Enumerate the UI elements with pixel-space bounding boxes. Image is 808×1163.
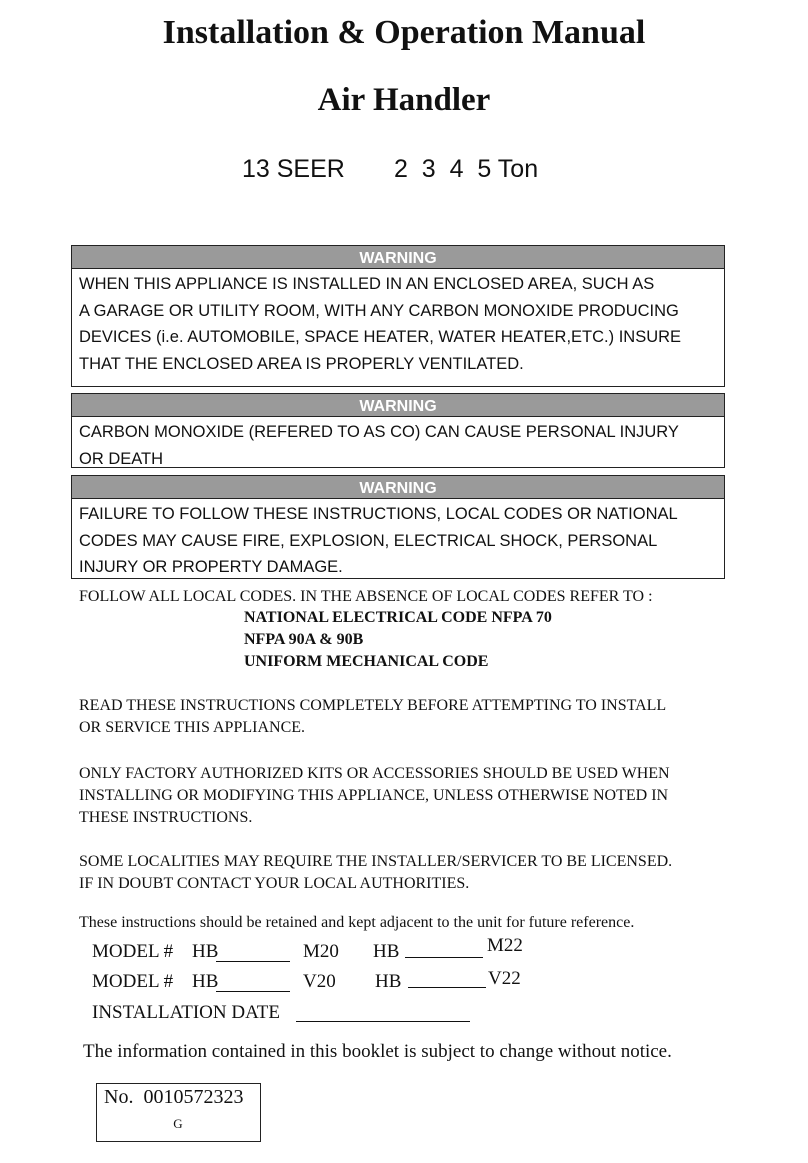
document-title: Installation & Operation Manual [162,14,646,51]
warning-heading: WARNING [72,476,724,499]
model-prefix: HB [192,941,219,962]
document-subtitle: Air Handler [317,82,491,118]
paragraph-line: READ THESE INSTRUCTIONS COMPLETELY BEFORE ATTEMPTING TO INSTALL [79,697,667,714]
warning-heading: WARNING [72,394,724,417]
document-number: No. 0010572323 [104,1086,244,1108]
model-suffix: M20 [303,941,339,962]
retain-note: These instructions should be retained and kept adjacent to the unit for future reference. [79,914,635,931]
warning-line: INJURY OR PROPERTY DAMAGE. [79,558,343,576]
warning-box-carbon-monoxide [71,393,725,468]
installation-date-label: INSTALLATION DATE [92,1002,280,1023]
warning-box-ventilation [71,245,725,387]
warning-line: CARBON MONOXIDE (REFERED TO AS CO) CAN CAUSE PERSONAL INJURY [79,423,679,441]
warning-line: OR DEATH [79,449,164,468]
warning-text [72,499,724,581]
code-reference: NATIONAL ELECTRICAL CODE NFPA 70 [244,609,552,626]
model-suffix: V22 [488,968,521,989]
warning-line: A GARAGE OR UTILITY ROOM, WITH ANY CARBON MONOXIDE PRODUCING [79,301,679,320]
model-label: MODEL # [92,971,174,992]
code-reference: NFPA 90A & 90B [244,631,364,648]
tonnage-list: 2 3 4 5 Ton [394,155,539,183]
warning-heading: WARNING [72,246,724,269]
model-blank-line [216,961,290,962]
warning-box-failure-to-follow [71,475,725,579]
model-suffix: M22 [487,935,523,956]
codes-intro: FOLLOW ALL LOCAL CODES. IN THE ABSENCE OF LOCAL CODES REFER TO : [79,588,653,605]
model-suffix: V20 [303,971,336,992]
warning-line: WHEN THIS APPLIANCE IS INSTALLED IN AN ENCLOSED AREA, SUCH AS [79,275,655,293]
document-number-box [96,1083,261,1142]
paragraph-line: ONLY FACTORY AUTHORIZED KITS OR ACCESSORIES SHOULD BE USED WHEN [79,765,670,782]
seer-rating: 13 SEER [242,155,345,183]
warning-line: FAILURE TO FOLLOW THESE INSTRUCTIONS, LOCAL CODES OR NATIONAL [79,505,678,523]
paragraph-line: IF IN DOUBT CONTACT YOUR LOCAL AUTHORITIES. [79,875,470,892]
warning-line: DEVICES (i.e. AUTOMOBILE, SPACE HEATER, WATER HEATER,ETC.) INSURE [79,328,682,346]
warning-text [72,417,724,472]
paragraph-line: OR SERVICE THIS APPLIANCE. [79,719,306,736]
warning-line: THAT THE ENCLOSED AREA IS PROPERLY VENTILATED. [79,354,524,373]
model-blank-line [408,987,486,988]
paragraph-line: THESE INSTRUCTIONS. [79,809,253,826]
model-prefix: HB [192,971,219,992]
model-label: MODEL # [92,941,174,962]
model-prefix: HB [375,971,402,992]
installation-date-line [296,1021,470,1022]
paragraph-line: INSTALLING OR MODIFYING THIS APPLIANCE, UNLESS OTHERWISE NOTED IN [79,787,669,804]
model-prefix: HB [373,941,400,962]
document-revision: G [173,1116,183,1131]
paragraph-line: SOME LOCALITIES MAY REQUIRE THE INSTALLER/SERVICER TO BE LICENSED. [79,853,673,870]
warning-line: CODES MAY CAUSE FIRE, EXPLOSION, ELECTRICAL SHOCK, PERSONAL [79,531,658,550]
model-blank-line [405,957,483,958]
warning-text [72,269,724,377]
change-notice: The information contained in this booklet is subject to change without notice. [83,1041,672,1062]
code-reference: UNIFORM MECHANICAL CODE [244,653,489,670]
model-blank-line [216,991,290,992]
